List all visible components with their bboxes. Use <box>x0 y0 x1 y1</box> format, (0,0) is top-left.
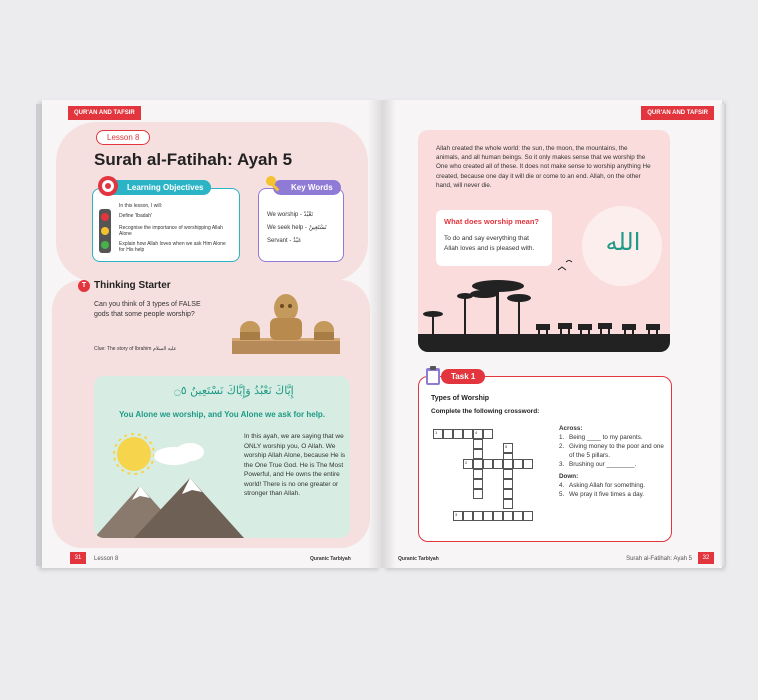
key-word-row: We worship - نَعْبُدُ <box>267 211 314 218</box>
allah-calligraphy: الله <box>605 228 641 256</box>
right-page-edges <box>720 104 726 566</box>
crossword-clues <box>559 421 667 499</box>
thinking-starter-question: Can you think of 3 types of FALSE gods that some people worship? <box>94 301 201 318</box>
clue-item: 1. Being ____ to my parents. <box>559 434 643 441</box>
traffic-light-icon <box>99 209 111 253</box>
across-heading: Across: <box>559 425 583 432</box>
page-title: Surah al-Fatihah: Ayah 5 <box>94 150 293 169</box>
task-box <box>418 372 672 542</box>
savanna-silhouette <box>418 260 670 352</box>
crossword-cell[interactable]: 1 <box>433 429 443 439</box>
left-page <box>42 100 382 568</box>
crossword-cell[interactable] <box>503 499 513 509</box>
crossword-cell[interactable] <box>473 489 483 499</box>
ayah-arabic: إِيَّاكَ نَعْبُدُ وَإِيَّاكَ نَسْتَعِينُ ۝٥ <box>174 384 294 397</box>
lo-item: Define 'Ibadah' <box>119 213 153 219</box>
crossword-cell[interactable] <box>473 469 483 479</box>
worship-question-box <box>436 210 552 266</box>
crossword-cell[interactable] <box>513 459 523 469</box>
crossword-cell[interactable] <box>523 459 533 469</box>
crossword-cell[interactable] <box>453 429 463 439</box>
key-words-heading: Key Words <box>273 180 341 195</box>
intro-paragraph: Allah created the whole world: the sun, the moon, the mountains, the animals, and all human beings. So it only makes sense that we worship the One who created all of these. It does not make sense to worship anything He created, because one day it will die or come to an end. Allah, on the other hand, will never die. <box>436 145 651 189</box>
crossword-cell[interactable] <box>503 511 513 521</box>
crossword-cell[interactable]: 2 <box>463 459 473 469</box>
crossword-cell[interactable] <box>493 459 503 469</box>
ayah-panel <box>94 376 350 538</box>
crossword-cell[interactable] <box>473 459 483 469</box>
crossword-cell[interactable] <box>483 429 493 439</box>
key-words-box <box>258 183 344 262</box>
header-tag: QUR'AN AND TAFSIR <box>68 106 141 120</box>
key-word-row: We seek help - نَسْتَعِينُ <box>267 224 327 231</box>
crossword-cell[interactable] <box>473 449 483 459</box>
crossword-cell[interactable]: 3 <box>453 511 463 521</box>
crossword-cell[interactable] <box>513 511 523 521</box>
lo-item: Explain how Allah loves when we ask Him Alone for His help <box>119 241 226 253</box>
page-number: 31 <box>70 552 86 564</box>
crossword-cell[interactable] <box>493 511 503 521</box>
crossword-cell[interactable] <box>503 489 513 499</box>
brand-label: Quranic Tarbiyah <box>310 556 351 562</box>
brand-label: Quranic Tarbiyah <box>398 556 439 562</box>
thinking-starter-icon: T <box>78 280 90 292</box>
crossword-cell[interactable] <box>443 429 453 439</box>
task-instruction: Complete the following crossword: <box>431 408 540 415</box>
crossword-cell[interactable] <box>483 511 493 521</box>
key-icon <box>265 175 283 193</box>
worship-question-answer: To do and say everything that Allah loves and is pleased with. <box>444 235 535 252</box>
footer-label: Surah al-Fatihah: Ayah 5 <box>626 556 692 562</box>
lo-intro: In this lesson, I will: <box>119 203 163 209</box>
crossword-cell[interactable] <box>473 511 483 521</box>
crossword-cell[interactable]: 5 <box>503 443 513 453</box>
learning-objectives-heading: Learning Objectives <box>103 180 211 195</box>
thinking-starter-clue: Clue: The story of Ibrahim عليه السلام <box>94 346 177 352</box>
task-heading: Types of Worship <box>431 395 490 402</box>
clue-item: 3. Brushing our ________. <box>559 461 637 468</box>
down-heading: Down: <box>559 473 579 480</box>
target-icon <box>97 175 119 197</box>
crossword-cell[interactable] <box>473 479 483 489</box>
sky-panel <box>418 130 670 352</box>
crossword-grid <box>433 429 553 529</box>
lesson-pill: Lesson 8 <box>96 130 150 145</box>
footer-label: Lesson 8 <box>94 556 119 562</box>
sun-mountains-illustration <box>94 426 244 538</box>
crossword-cell[interactable] <box>503 479 513 489</box>
crossword-cell[interactable] <box>463 429 473 439</box>
crossword-cell[interactable]: 4 <box>473 429 483 439</box>
worship-question-title: What does worship mean? <box>444 217 540 226</box>
clue-item: 5. We pray it five times a day. <box>559 491 645 498</box>
learning-objectives-box <box>92 183 240 262</box>
crossword-cell[interactable] <box>503 469 513 479</box>
ayah-explanation: In this ayah, we are saying that we ONLY worship you, O Allah. We worship Allah Alone, because He is the One True God. He is The Most Powerful, and He owns the entire world! There is no one greater or stronger than Allah. <box>244 433 346 497</box>
crossword-cell[interactable] <box>473 439 483 449</box>
page-number: 32 <box>698 552 714 564</box>
clue-item: 2. Giving money to the poor and one of the 5 pillars. <box>559 443 664 459</box>
crossword-cell[interactable] <box>463 511 473 521</box>
task-pill: Task 1 <box>441 369 485 384</box>
right-page <box>382 100 722 568</box>
idols-illustration <box>228 290 344 356</box>
header-tag: QUR'AN AND TAFSIR <box>641 106 714 120</box>
key-word-row: Servant - عَبْدٌ <box>267 237 302 244</box>
crossword-cell[interactable] <box>523 511 533 521</box>
crossword-cell[interactable] <box>483 459 493 469</box>
clipboard-icon <box>425 365 441 385</box>
clue-item: 4. Asking Allah for something. <box>559 482 645 489</box>
thinking-starter-heading: Thinking Starter <box>94 280 171 291</box>
lo-item: Recognise the importance of worshipping Allah Alone <box>119 225 223 237</box>
ayah-translation: You Alone we worship, and You Alone we ask for help. <box>118 410 326 419</box>
open-book <box>36 100 726 570</box>
crossword-cell[interactable] <box>503 459 513 469</box>
